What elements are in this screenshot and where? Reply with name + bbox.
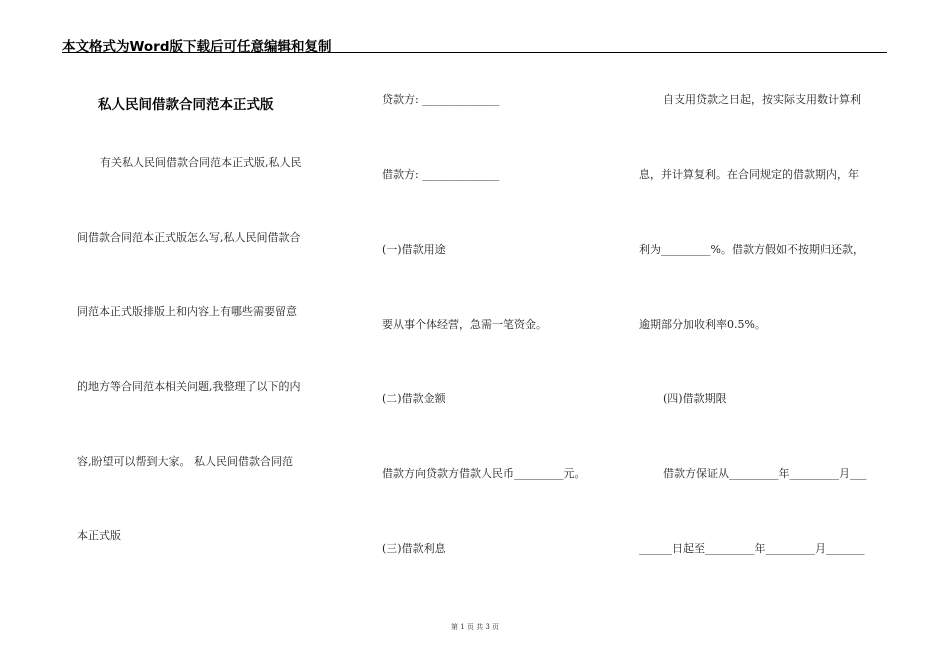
col1-line: 有关私人民间借款合同范本正式版,私人民: [100, 156, 302, 169]
col2-line: (一)借款用途: [382, 243, 446, 256]
col2-line: 要从事个体经营，急需一笔资金。: [382, 318, 547, 331]
col1-line: 容,盼望可以帮到大家。 私人民间借款合同范: [77, 455, 293, 468]
page-number: 第 1 页 共 3 页: [450, 623, 500, 631]
col1-line: 间借款合同范本正式版怎么写,私人民间借款合: [77, 231, 301, 244]
col1-line: 同范本正式版排版上和内容上有哪些需要留意: [77, 305, 297, 318]
col2-line: (二)借款金额: [382, 392, 446, 405]
col3-line: 利为_________%。借款方假如不按期归还款，: [639, 243, 864, 256]
page-header: 本文格式为Word版下载后可任意编辑和复制: [62, 39, 332, 55]
col3-line: 逾期部分加收利率0.5%。: [639, 318, 766, 331]
col2-line: (三)借款利息: [382, 542, 446, 555]
col1-line: 本正式版: [77, 529, 121, 542]
col1-line: 的地方等合同范本相关问题,我整理了以下的内: [77, 380, 301, 393]
col2-line: 贷款方: ______________: [382, 93, 500, 106]
col3-line: 息，并计算复利。在合同规定的借款期内，年: [639, 168, 859, 181]
col3-line: 借款方保证从_________年_________月___: [663, 467, 867, 480]
col3-line: 自支用贷款之日起，按实际支用数计算利: [663, 93, 861, 106]
document-title: 私人民间借款合同范本正式版: [98, 97, 274, 113]
col3-line: ______日起至_________年_________月_______: [639, 542, 865, 555]
header-rule: [62, 52, 887, 53]
col2-line: 借款方: ______________: [382, 168, 500, 181]
col3-line: (四)借款期限: [663, 392, 727, 405]
col2-line: 借款方向贷款方借款人民币_________元。: [382, 467, 586, 480]
